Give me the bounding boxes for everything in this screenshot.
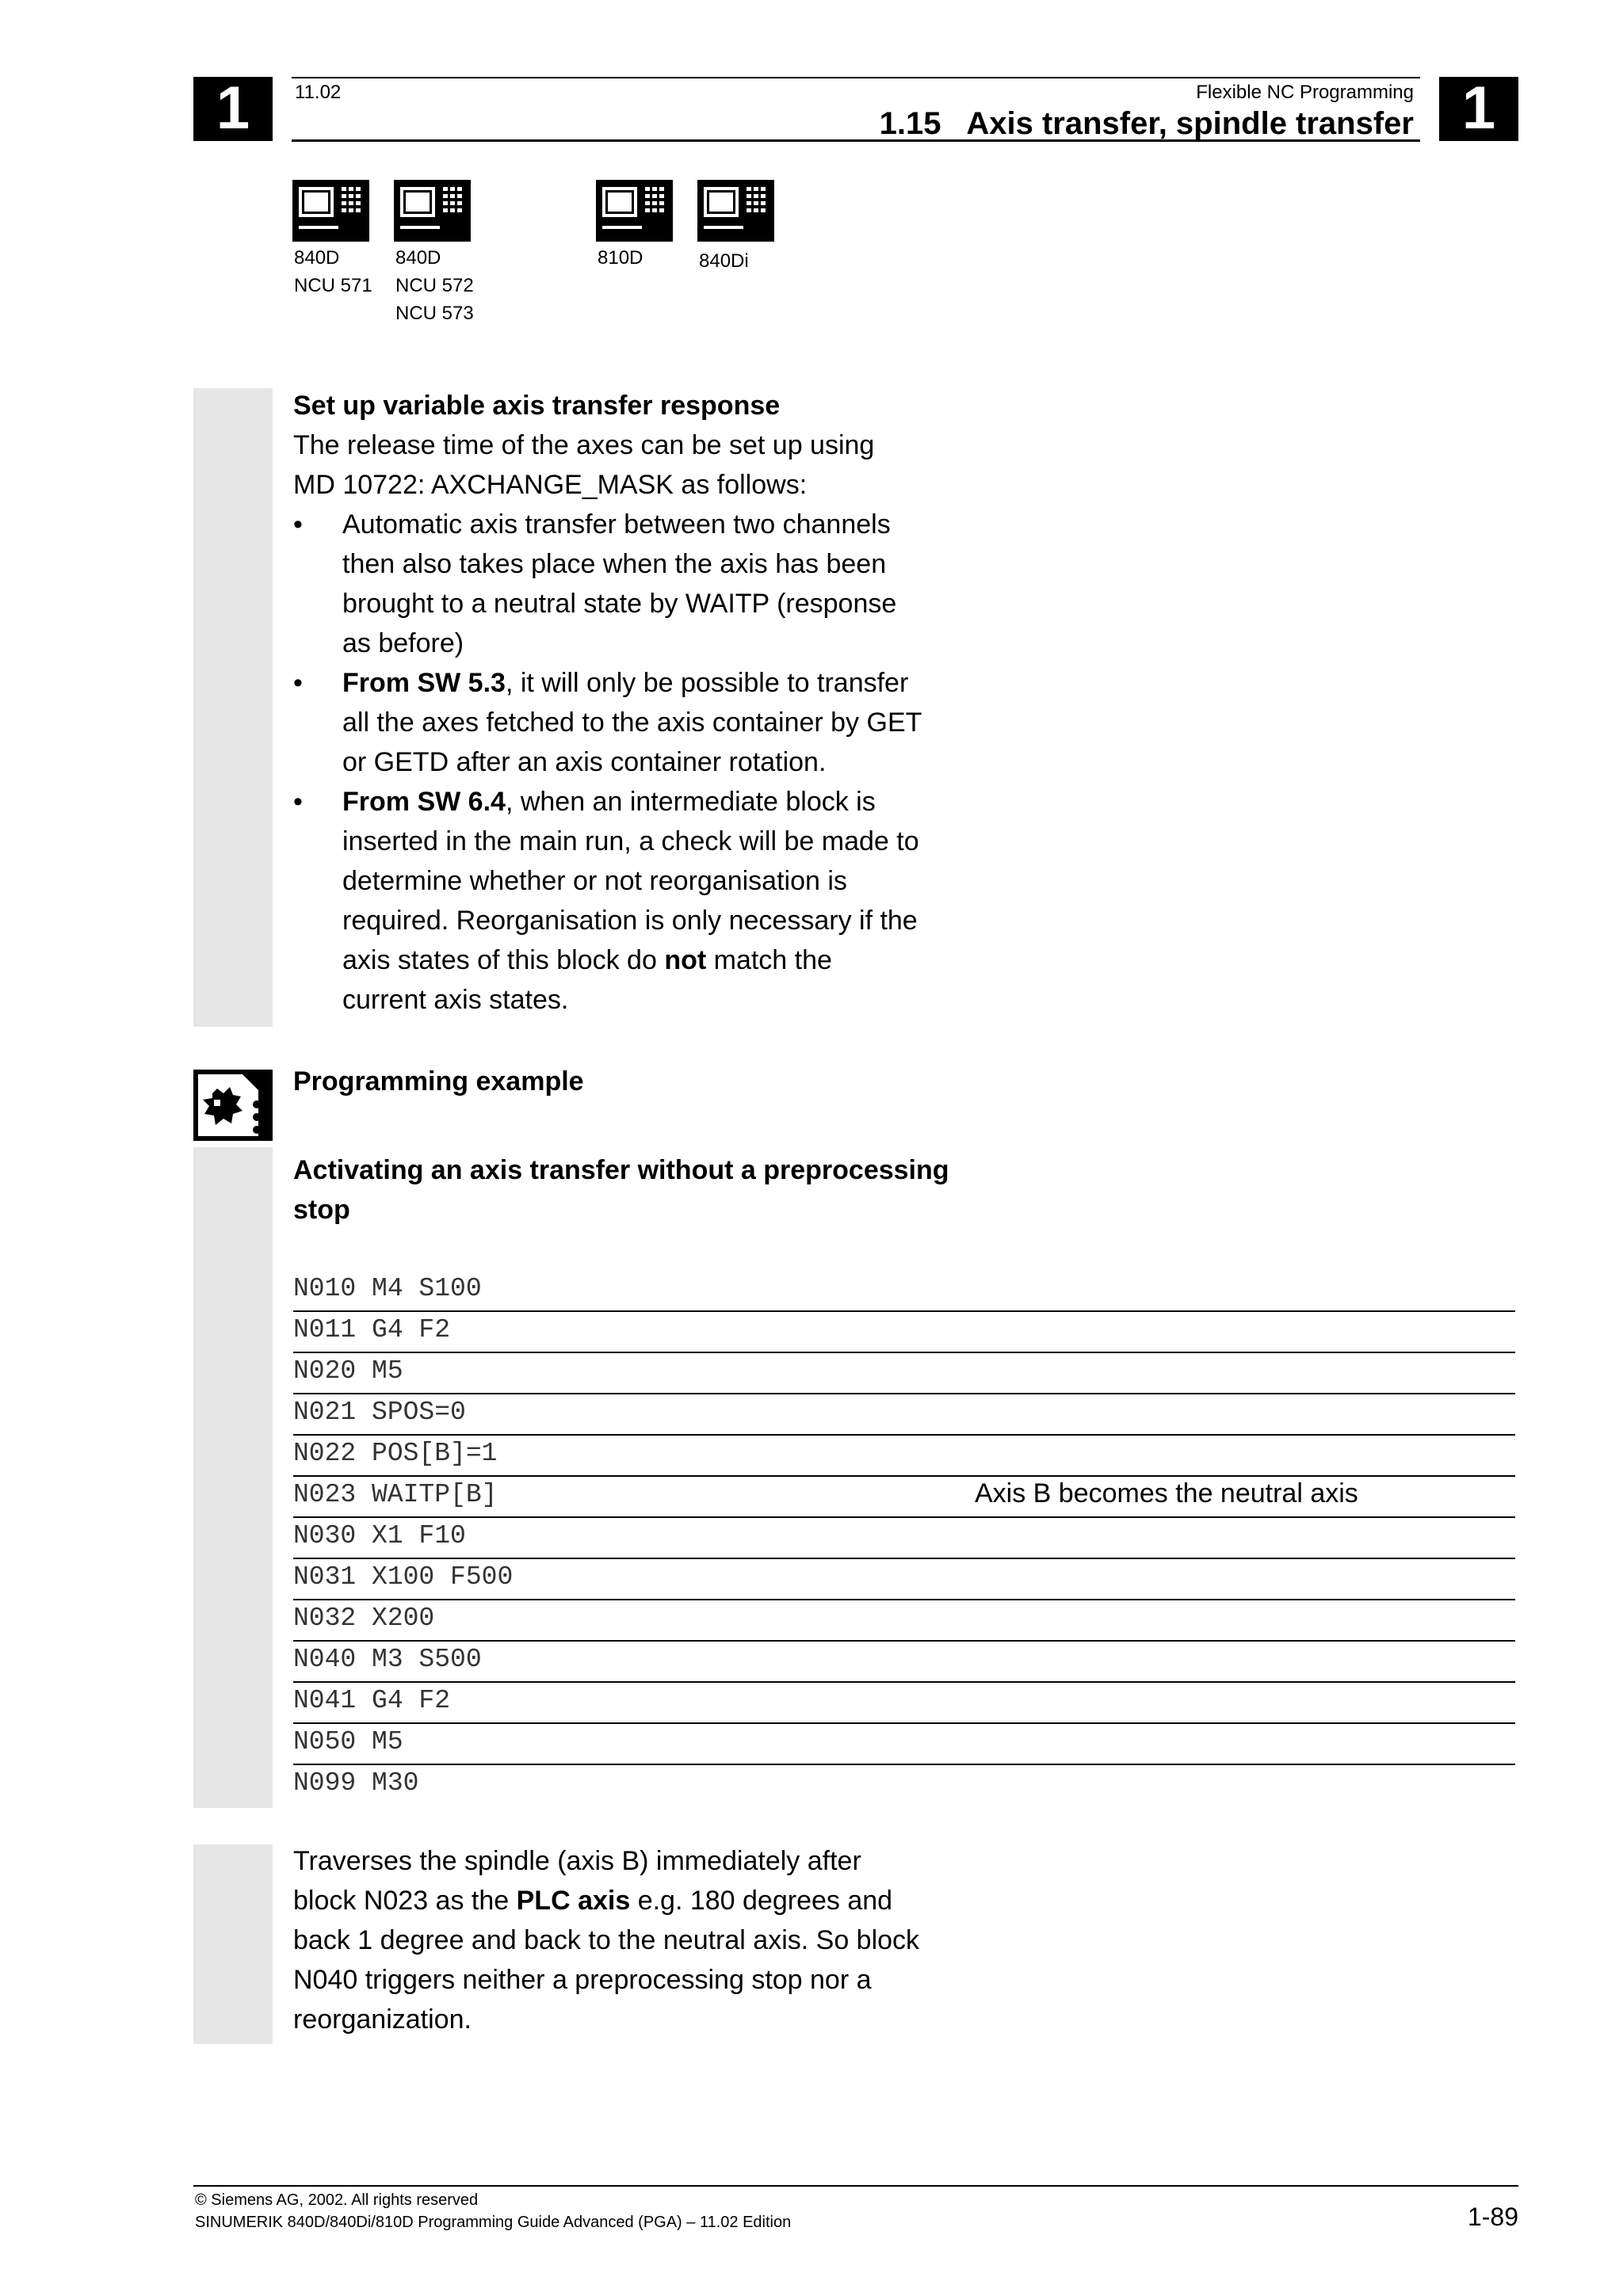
code-row	[293, 1516, 1515, 1559]
code-line: N030 X1 F10	[293, 1521, 466, 1550]
bullet-text: , when an intermediate block is	[505, 787, 876, 817]
note-line: reorganization.	[293, 2004, 472, 2035]
code-row	[293, 1722, 1515, 1765]
code-row	[293, 1393, 1515, 1436]
code-row	[293, 1475, 1515, 1518]
note-text: e.g. 180 degrees and	[630, 1886, 893, 1916]
control-label-line: 840D	[395, 247, 441, 269]
control-label-line: NCU 571	[294, 275, 372, 296]
bullet-line	[342, 782, 975, 822]
code-row	[293, 1434, 1515, 1477]
bullet-line	[342, 940, 975, 980]
control-unit-icon	[394, 180, 471, 242]
plc-axis-term: PLC axis	[516, 1886, 631, 1916]
header-section-label: Flexible NC Programming	[1196, 82, 1414, 103]
bullet-line: determine whether or not reorganisation is	[342, 866, 847, 896]
bullet-text: match the	[706, 945, 832, 975]
control-label-840d-ncu572	[395, 244, 474, 327]
setup-intro-line: MD 10722: AXCHANGE_MASK as follows:	[293, 470, 808, 500]
section-title: Axis transfer, spindle transfer	[966, 106, 1414, 141]
chapter-marker-right	[1439, 74, 1518, 142]
note-line: Traverses the spindle (axis B) immediately after	[293, 1846, 861, 1876]
subheading-line: Activating an axis transfer without a preprocessing	[293, 1155, 949, 1185]
control-unit-icon	[697, 180, 774, 242]
code-row	[293, 1352, 1515, 1394]
code-line: N041 G4 F2	[293, 1686, 451, 1715]
code-line: N023 WAITP[B]	[293, 1480, 498, 1509]
margin-bar-note	[193, 1844, 273, 2044]
note-paragraph	[293, 1841, 1006, 2039]
footer-doc-title: SINUMERIK 840D/840Di/810D Programming Guide Advanced (PGA) – 11.02 Edition	[195, 2214, 792, 2231]
code-row	[293, 1681, 1515, 1724]
code-row	[293, 1599, 1515, 1642]
chapter-number: 1	[216, 74, 250, 142]
bullet-glyph: •	[293, 509, 303, 540]
control-label-840di	[699, 247, 749, 275]
control-unit-icon	[292, 180, 369, 242]
note-line: back 1 degree and back to the neutral axis. So block	[293, 1925, 920, 1955]
version-label: From SW 6.4	[342, 787, 506, 817]
bullet-text: , it will only be possible to transfer	[505, 668, 909, 698]
bullet-glyph: •	[293, 787, 303, 817]
bullet-line: as before)	[342, 628, 464, 658]
setup-intro-line: The release time of the axes can be set up using	[293, 430, 875, 460]
bullet-line: inserted in the main run, a check will be made to	[342, 826, 919, 856]
version-label: From SW 5.3	[342, 668, 506, 698]
control-label-line: 840Di	[699, 250, 749, 272]
section-number: 1.15	[879, 106, 941, 141]
code-row	[293, 1558, 1515, 1600]
code-row	[293, 1269, 1515, 1312]
bullet-text: axis states of this block do	[342, 945, 665, 975]
code-line: N031 X100 F500	[293, 1562, 514, 1592]
control-label-line: NCU 573	[395, 303, 474, 324]
code-line: N099 M30	[293, 1768, 419, 1798]
page-number: 1-89	[1467, 2203, 1518, 2231]
emphasis-not: not	[664, 945, 707, 975]
setup-heading: Set up variable axis transfer response	[293, 391, 781, 421]
bullet-line: current axis states.	[342, 985, 569, 1015]
code-line: N050 M5	[293, 1727, 403, 1756]
bullet-line: Automatic axis transfer between two channels	[342, 509, 891, 540]
control-unit-icon	[596, 180, 673, 242]
margin-bar-example	[193, 1147, 273, 1808]
control-label-810d	[598, 244, 643, 272]
code-comment: Axis B becomes the neutral axis	[975, 1478, 1358, 1508]
bullet-line	[342, 663, 975, 703]
margin-bar-setup	[193, 388, 273, 1027]
code-row	[293, 1640, 1515, 1683]
control-label-line: 810D	[598, 247, 643, 269]
control-label-line: 840D	[294, 247, 340, 269]
bullet-line: or GETD after an axis container rotation.	[342, 747, 827, 777]
footer-rule	[193, 2185, 1518, 2187]
bullet-line: all the axes fetched to the axis container by GET	[342, 707, 922, 738]
code-line: N032 X200	[293, 1604, 435, 1633]
header-top-rule	[292, 77, 1420, 78]
bullet-line: brought to a neutral state by WAITP (response	[342, 589, 897, 619]
setup-section	[293, 386, 975, 1020]
code-line: N011 G4 F2	[293, 1315, 451, 1344]
chapter-number: 1	[1461, 74, 1496, 142]
note-line: N040 triggers neither a preprocessing stop nor a	[293, 1965, 872, 1995]
example-subheading	[293, 1150, 1006, 1230]
page-title	[880, 105, 1414, 142]
code-line: N010 M4 S100	[293, 1274, 482, 1303]
bullet-glyph: •	[293, 668, 303, 698]
chapter-marker-left	[193, 74, 273, 142]
code-row	[293, 1310, 1515, 1353]
code-line: N021 SPOS=0	[293, 1398, 466, 1427]
code-row	[293, 1764, 1515, 1805]
list-item	[293, 663, 975, 782]
example-heading: Programming example	[293, 1066, 584, 1097]
bullet-line: then also takes place when the axis has been	[342, 549, 887, 579]
header-version: 11.02	[295, 82, 342, 103]
code-line: N020 M5	[293, 1356, 403, 1386]
bullet-line: required. Reorganisation is only necessary if the	[342, 906, 918, 936]
list-item	[293, 505, 975, 663]
control-label-840d-ncu571	[294, 244, 372, 299]
list-item	[293, 782, 975, 1020]
code-line: N040 M3 S500	[293, 1645, 482, 1674]
code-line: N022 POS[B]=1	[293, 1439, 498, 1468]
footer-copyright: © Siemens AG, 2002. All rights reserved	[195, 2191, 479, 2209]
setup-bullet-list	[293, 505, 975, 1020]
note-line	[293, 1881, 1006, 1920]
control-label-line: NCU 572	[395, 275, 474, 296]
programming-example-icon	[193, 1070, 273, 1141]
note-text: block N023 as the	[293, 1886, 517, 1916]
subheading-line: stop	[293, 1195, 350, 1225]
